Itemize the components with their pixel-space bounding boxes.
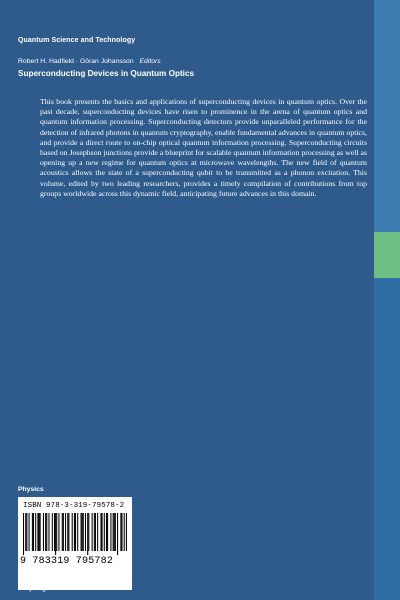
isbn-barcode-box xyxy=(18,497,132,590)
barcode-bar xyxy=(94,513,95,551)
subject-label: Physics xyxy=(18,486,44,493)
publisher-arrow-icon: ➔ xyxy=(18,585,24,592)
barcode-bar xyxy=(35,513,36,551)
publisher-url: springer.com xyxy=(25,585,68,592)
barcode-bar xyxy=(74,513,75,551)
barcode-bar xyxy=(77,513,78,551)
editor-names: Robert H. Hadfield · Göran Johansson xyxy=(18,58,134,65)
series-title: Quantum Science and Technology xyxy=(18,37,136,44)
barcode-bar xyxy=(63,513,64,551)
barcode-bar xyxy=(43,513,44,551)
barcode-bar xyxy=(114,513,115,551)
barcode-bar xyxy=(121,513,122,551)
barcode-bar xyxy=(88,513,89,551)
barcode-bar xyxy=(106,513,107,551)
barcode-bar xyxy=(25,513,26,551)
barcode-bar xyxy=(72,513,73,551)
spine-color-band xyxy=(374,0,400,600)
barcode-bar xyxy=(62,513,63,551)
barcode-bar xyxy=(58,513,59,551)
barcode-bar xyxy=(117,513,118,555)
barcode-bar xyxy=(102,513,103,551)
barcode-bar xyxy=(75,513,76,551)
barcode-bar xyxy=(56,513,57,551)
barcode-bar xyxy=(92,513,93,551)
barcode-bar xyxy=(124,513,125,551)
barcode-bar xyxy=(126,513,127,551)
barcode-image xyxy=(23,513,127,555)
barcode-bar xyxy=(38,513,39,551)
barcode-bar xyxy=(32,513,33,551)
barcode-bar xyxy=(110,513,111,551)
barcode-bar xyxy=(52,513,53,551)
barcode-bar xyxy=(23,513,24,555)
barcode-bar xyxy=(67,513,68,551)
barcode-bar xyxy=(46,513,47,551)
barcode-bar xyxy=(104,513,105,551)
editors-role: Editors xyxy=(139,58,161,65)
barcode-bar xyxy=(95,513,96,551)
barcode-bar xyxy=(48,513,49,551)
barcode-bar xyxy=(97,513,98,551)
book-title: Superconducting Devices in Quantum Optics xyxy=(18,69,195,78)
barcode-bar xyxy=(100,513,101,551)
barcode-bar xyxy=(55,513,56,555)
barcode-bar xyxy=(113,513,114,551)
barcode-bar xyxy=(26,513,27,551)
barcode-bar xyxy=(33,513,34,551)
barcode-bar xyxy=(54,513,55,551)
barcode-bar xyxy=(81,513,82,551)
barcode-bar xyxy=(107,513,108,551)
barcode-bar xyxy=(85,513,86,551)
editors-line xyxy=(18,58,358,66)
barcode-bar xyxy=(29,513,30,551)
book-description: This book presents the basics and applications of superconducting devices in quantum optics. Over the past decade, superconducting devices have risen to prominence in the arena of quantum optics and quantum information processing. Superconducting detectors provide unparalleled performance for the detection of infrared photons in quantum cryptography, enable fundamental advances in quantum optics, and provide a direct route to on-chip optical quantum information processing. Superconducting circuits based on Josephson junctions provide a blueprint for scalable quantum information processing as well as opening up a new regime for quantum optics at microwave wavelengths. The new field of quantum acoustics allows the state of a superconducting qubit to be transmitted as a phonon excitation. This volume, edited by two leading researchers, provides a timely compilation of contributions from top groups worldwide across this dynamic field, anticipating future advances in this domain. xyxy=(40,97,367,198)
publisher-link[interactable] xyxy=(18,586,67,593)
isbn-text: ISBN 978-3-319-79578-2 xyxy=(23,502,125,510)
barcode-number: 9 783319 795782 xyxy=(20,556,114,567)
barcode-bar xyxy=(120,513,121,551)
barcode-bar xyxy=(37,513,38,551)
barcode-bar xyxy=(83,513,84,551)
barcode-bar xyxy=(82,513,83,551)
barcode-bar xyxy=(115,513,116,551)
barcode-bar xyxy=(40,513,41,551)
barcode-bar xyxy=(68,513,69,551)
barcode-bar xyxy=(45,513,46,551)
barcode-bar xyxy=(65,513,66,551)
barcode-bar xyxy=(87,513,88,555)
